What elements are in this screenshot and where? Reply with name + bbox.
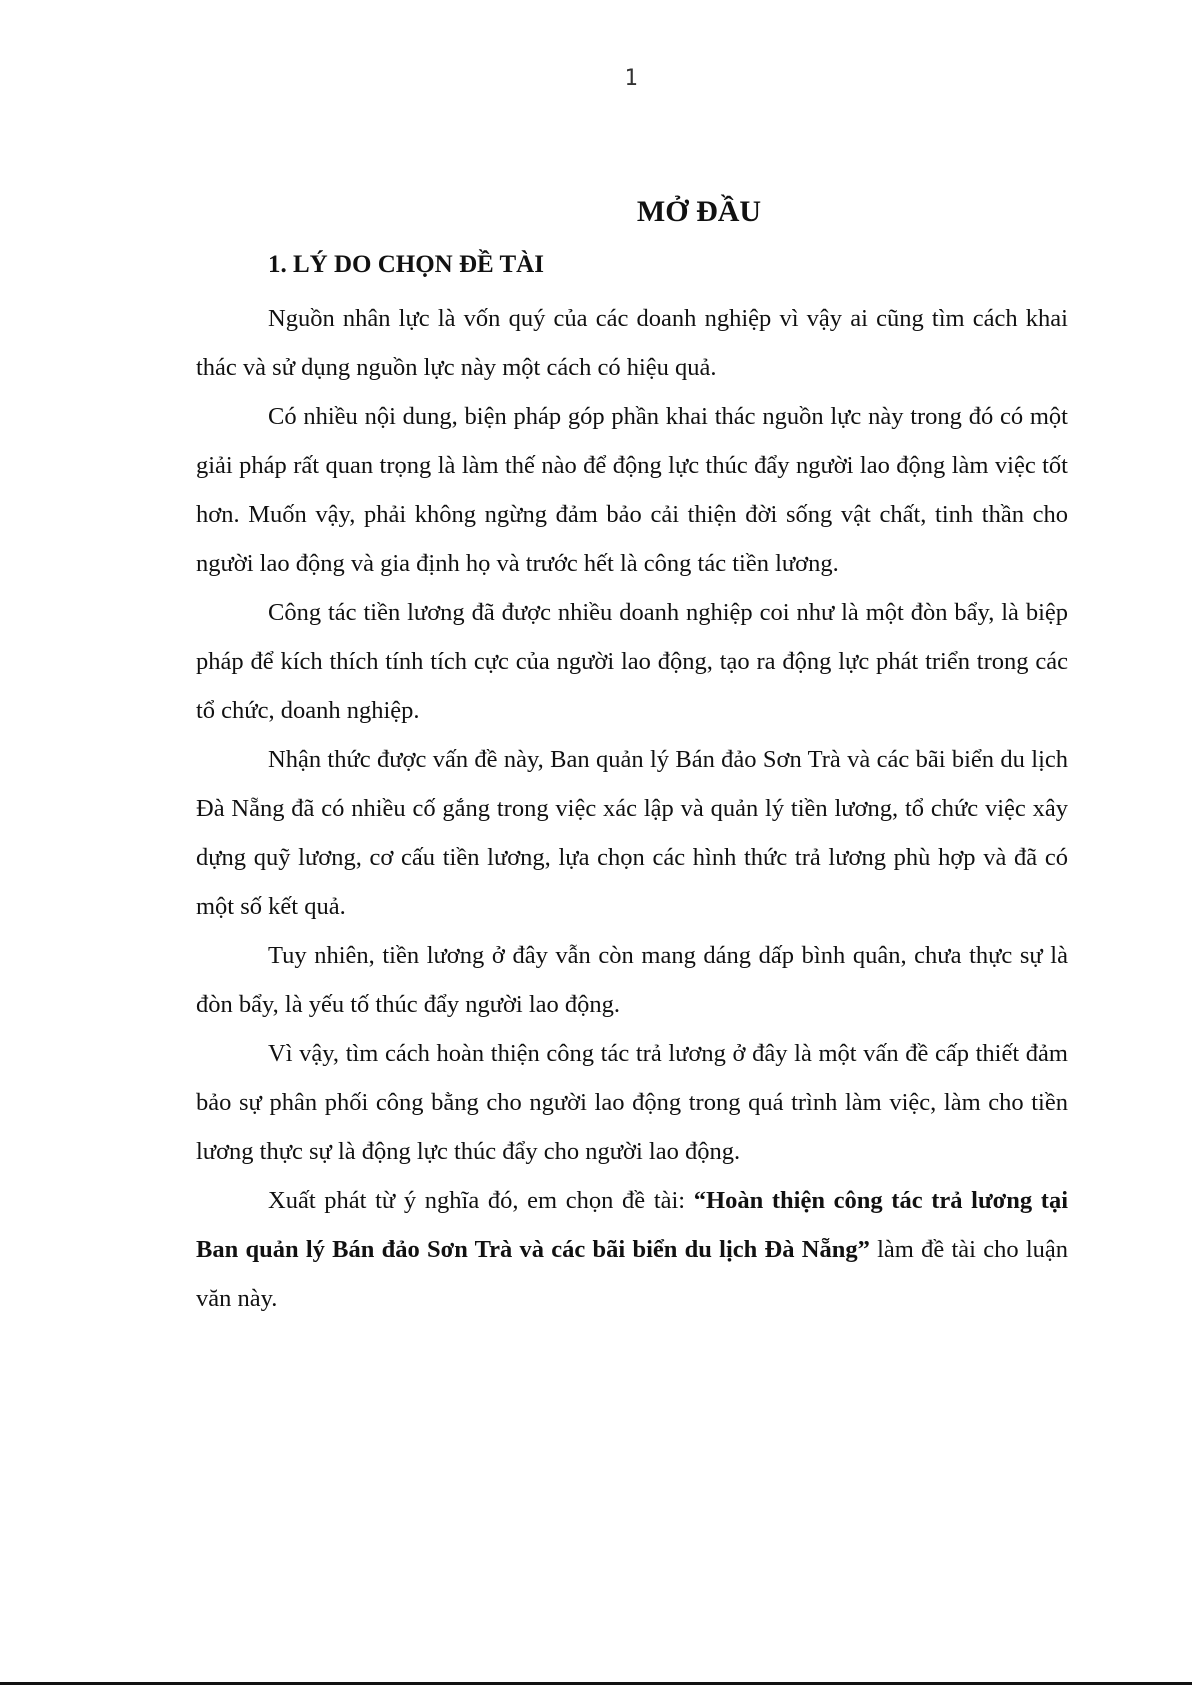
paragraph: Tuy nhiên, tiền lương ở đây vẫn còn mang dáng dấp bình quân, chưa thực sự là đòn bẩy, là yếu tố thúc đẩy người lao động. bbox=[196, 942, 1068, 1018]
page-number: 1 bbox=[624, 66, 638, 91]
conclusion-tail: làm đề tài cho luận văn này. bbox=[196, 1236, 1069, 1312]
paragraph: Nguồn nhân lực là vốn quý của các doanh nghiệp vì vậy ai cũng tìm cách khai thác và sử dụng nguồn lực này một cách có hiệu quả. bbox=[196, 305, 1068, 381]
page-content bbox=[196, 190, 1068, 1323]
paragraph: Vì vậy, tìm cách hoàn thiện công tác trả lương ở đây là một vấn đề cấp thiết đảm bảo sự phân phối công bằng cho người lao động trong quá trình làm việc, làm cho tiền lương thực sự là động lực thúc đẩy cho người lao động. bbox=[196, 1040, 1068, 1165]
conclusion-paragraph bbox=[196, 1176, 1068, 1323]
chapter-title: MỞ ĐẦU bbox=[636, 195, 762, 228]
section-title: 1. LÝ DO CHỌN ĐỀ TÀI bbox=[268, 251, 544, 278]
paragraph: Có nhiều nội dung, biện pháp góp phần khai thác nguồn lực này trong đó có một giải pháp rất quan trọng là làm thế nào để động lực thúc đẩy người lao động làm việc tốt hơn. Muốn vậy, phải không ngừng đảm bảo cải thiện đời sống vật chất, tinh thần cho người lao động và gia định họ và trước hết là công tác tiền lương. bbox=[196, 403, 1068, 577]
paragraph: Nhận thức được vấn đề này, Ban quản lý Bán đảo Sơn Trà và các bãi biển du lịch Đà Nẵng đã có nhiều cố gắng trong việc xác lập và quản lý tiền lương, tổ chức việc xây dựng quỹ lương, cơ cấu tiền lương, lựa chọn các hình thức trả lương phù hợp và đã có một số kết quả. bbox=[196, 746, 1068, 920]
paragraph: Công tác tiền lương đã được nhiều doanh nghiệp coi như là một đòn bẩy, là biệp pháp để kích thích tính tích cực của người lao động, tạo ra động lực phát triển trong các tổ chức, doanh nghiệp. bbox=[196, 599, 1068, 724]
thesis-topic-title: “Hoàn thiện công tác trả lương tại Ban quản lý Bán đảo Sơn Trà và các bãi biển du lịch Đà Nẵng” bbox=[196, 1187, 1068, 1263]
conclusion-lead: Xuất phát từ ý nghĩa đó, em chọn đề tài: bbox=[268, 1187, 694, 1214]
